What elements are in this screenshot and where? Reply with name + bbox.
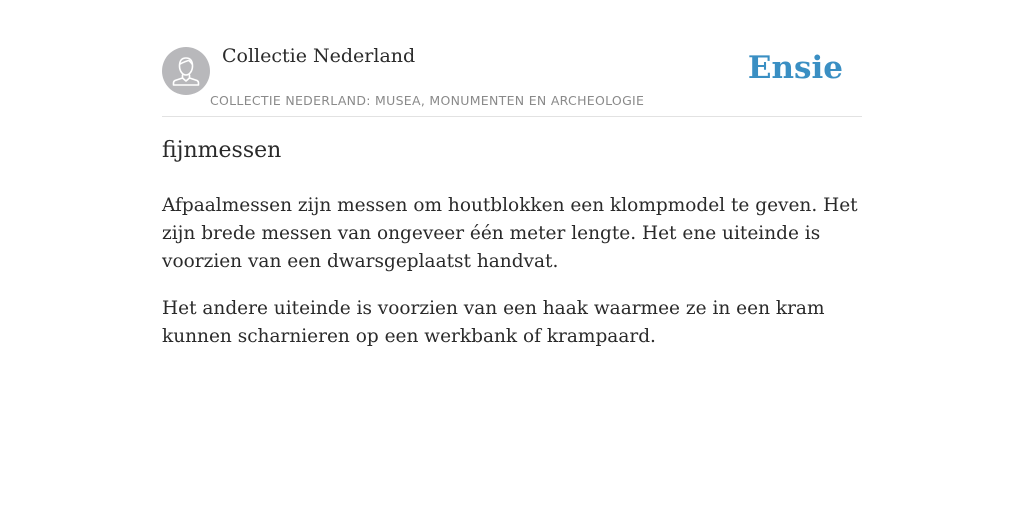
page-title: fijnmessen [162,138,282,163]
article-paragraph: Het andere uiteinde is voorzien van een haak waarmee ze in een kram kunnen scharnieren op een werkbank of krampaard. [162,298,825,347]
user-icon [162,47,210,95]
source-line[interactable]: COLLECTIE NEDERLAND: MUSEA, MONUMENTEN EN ARCHEOLOGIE [210,93,645,108]
article-paragraph: Afpaalmessen zijn messen om houtblokken een klompmodel te geven. Het zijn brede messen van ongeveer één meter lengte. Het ene uiteinde is voorzien van een dwarsgeplaatst handvat. [162,195,858,272]
article-body [162,192,862,370]
ensie-logo[interactable]: Ensie [747,50,843,86]
header [162,40,862,117]
avatar[interactable] [162,47,210,95]
author-name[interactable]: Collectie Nederland [222,45,416,67]
